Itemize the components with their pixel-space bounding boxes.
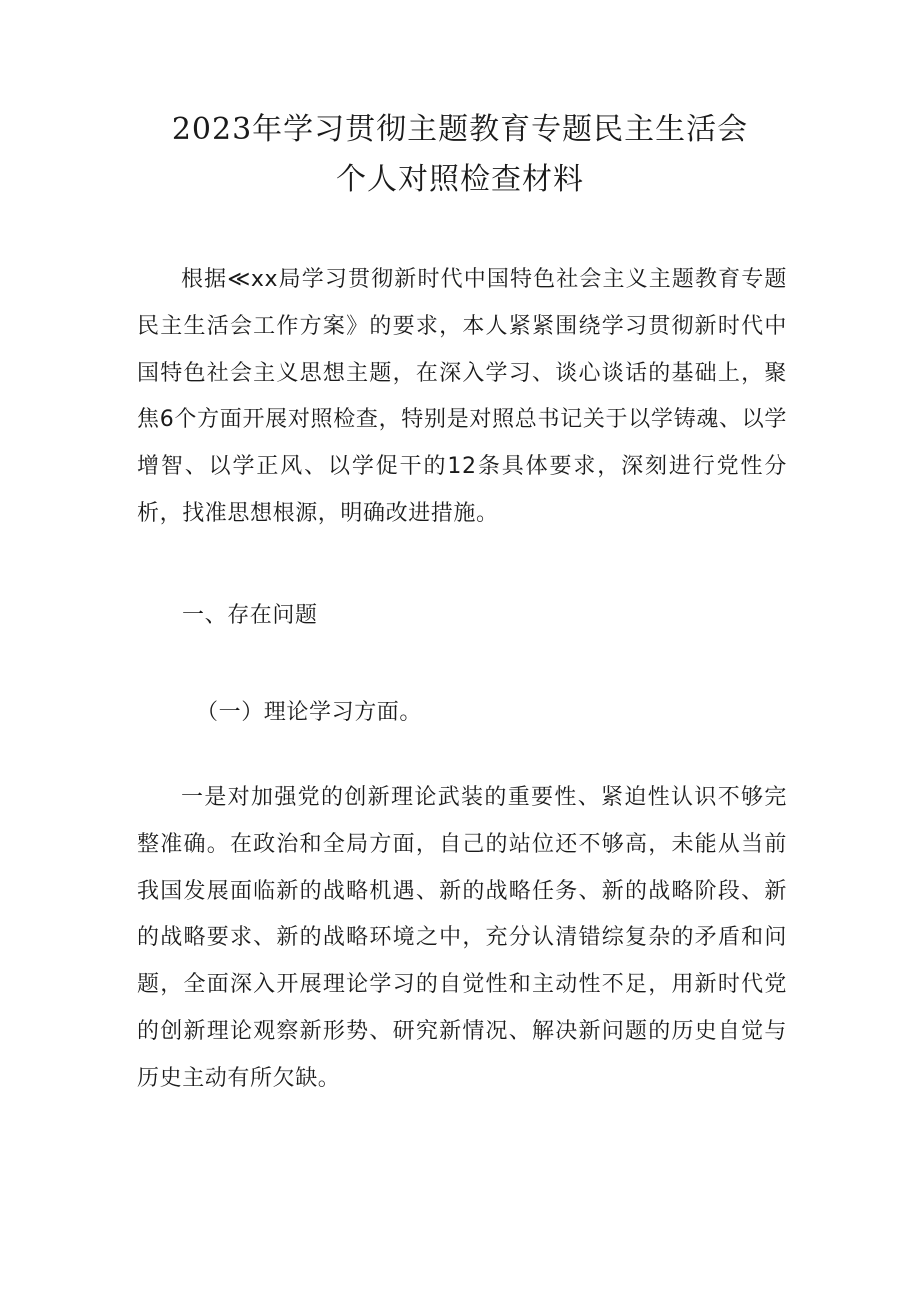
document-title-line2: 个人对照检查材料 bbox=[336, 162, 584, 197]
document-title-line1: 2023年学习贯彻主题教育专题民主生活会 bbox=[171, 112, 749, 147]
intro-paragraph: 根据≪xx局学习贯彻新时代中国特色社会主义主题教育专题民主生活会工作方案》的要求，本人紧紧围绕学习贯彻新时代中国特色社会主义思想主题，在深入学习、谈心谈话的基础上，聚焦6个方面开展对照检查，特别是对照总书记关于以学铸魂、以学增智、以学正风、以学促干的12条具体要求，深刻进行党性分析，找准思想根源，明确改进措施。 bbox=[137, 267, 787, 526]
subsection-heading: （一）理论学习方面。 bbox=[196, 700, 423, 725]
body-paragraph: 一是对加强党的创新理论武装的重要性、紧迫性认识不够完整准确。在政治和全局方面，自己的站位还不够高，未能从当前我国发展面临新的战略机遇、新的战略任务、新的战略阶段、新的战略要求、新的战略环境之中，充分认清错综复杂的矛盾和问题，全面深入开展理论学习的自觉性和主动性不足，用新时代党的创新理论观察新形势、研究新情况、解决新问题的历史自觉与历史主动有所欠缺。 bbox=[137, 785, 787, 1091]
section-heading: 一、存在问题 bbox=[182, 603, 318, 628]
